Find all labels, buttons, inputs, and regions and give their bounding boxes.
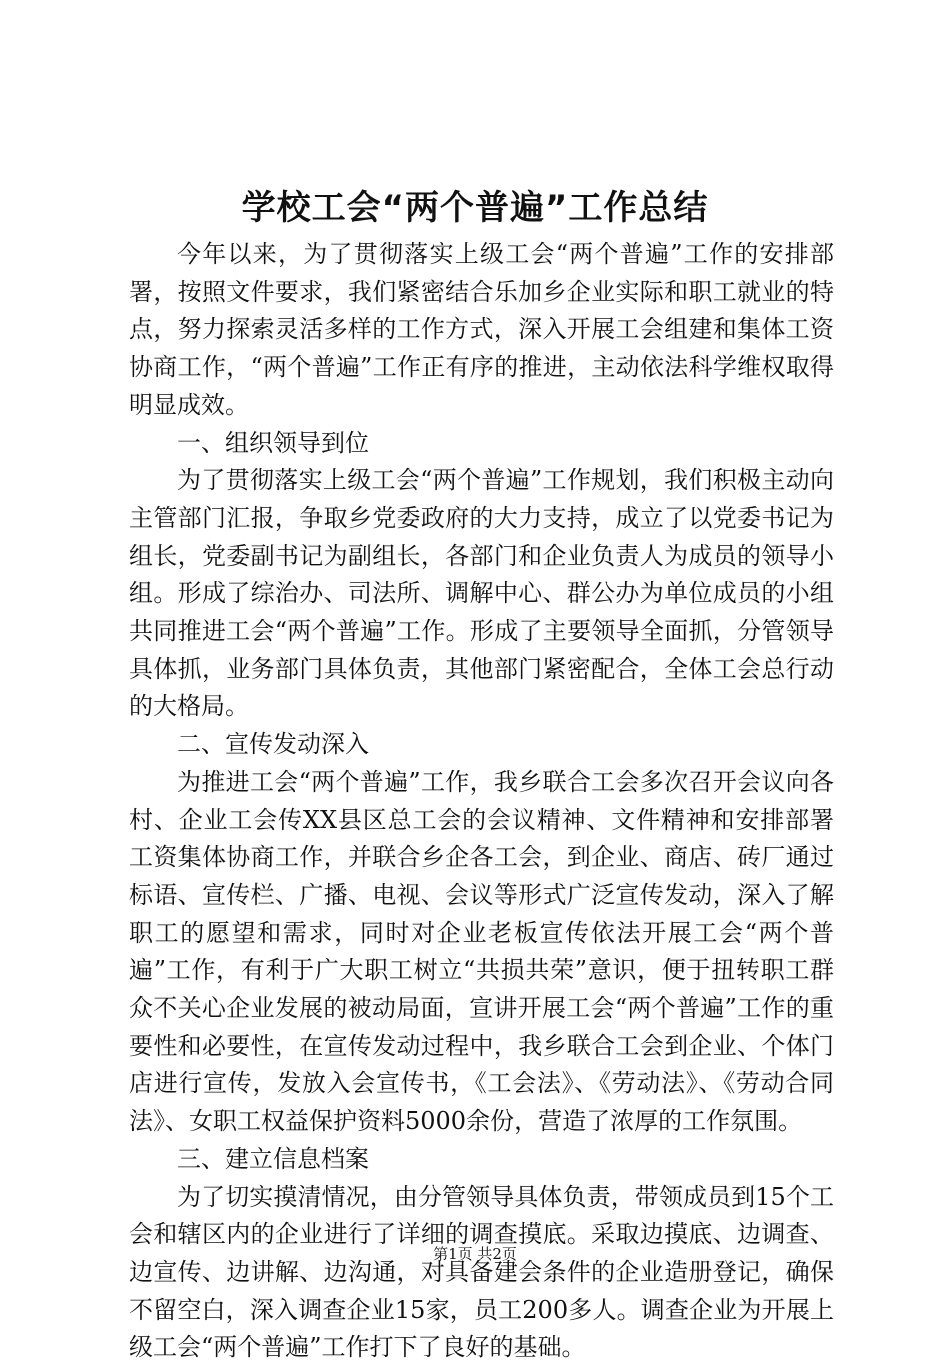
intro-paragraph: 今年以来，为了贯彻落实上级工会“两个普遍”工作的安排部署，按照文件要求，我们紧密结合乐加乡企业实际和职工就业的特点，努力探索灵活多样的工作方式，深入开展工会组建和集体工资协商工作，“两个普遍”工作正有序的推进，主动依法科学维权取得明显成效。 <box>129 240 834 419</box>
document-body <box>129 236 834 1367</box>
section-heading-3: 三、建立信息档案 <box>177 1144 369 1173</box>
section-heading-2: 二、宣传发动深入 <box>177 730 369 759</box>
section-paragraph-3: 为了切实摸清情况，由分管领导具体负责，带领成员到15个工会和辖区内的企业进行了详细的调查摸底。采取边摸底、边调查、边宣传、边讲解、边沟通，对具备建会条件的企业造册登记，确保不留空白，深入调查企业15家，员工200多人。调查企业为开展上级工会“两个普遍”工作打下了良好的基础。 <box>129 1182 834 1362</box>
page-footer: 第1页 共2页 <box>433 1245 517 1263</box>
section-paragraph-2: 为推进工会“两个普遍”工作，我乡联合工会多次召开会议向各村、企业工会传XX县区总工会的会议精神、文件精神和安排部署工资集体协商工作，并联合乡企各工会，到企业、商店、砖厂通过标语、宣传栏、广播、电视、会议等形式广泛宣传发动，深入了解职工的愿望和需求，同时对企业老板宣传依法开展工会“两个普遍”工作，有利于广大职工树立“共损共荣”意识，便于扭转职工群众不关心企业发展的被动局面，宣讲开展工会“两个普遍”工作的重要性和必要性，在宣传发动过程中，我乡联合工会到企业、个体门店进行宣传，发放入会宣传书，《工会法》、《劳动法》、《劳动合同法》、女职工权益保护资料5000余份，营造了浓厚的工作氛围。 <box>129 767 834 1136</box>
section-heading-1: 一、组织领导到位 <box>177 428 369 457</box>
document-title: 学校工会“两个普遍”工作总结 <box>241 188 709 228</box>
section-paragraph-1: 为了贯彻落实上级工会“两个普遍”工作规划，我们积极主动向主管部门汇报，争取乡党委政府的大力支持，成立了以党委书记为组长，党委副书记为副组长，各部门和企业负责人为成员的领导小组。形成了综治办、司法所、调解中心、群公办为单位成员的小组共同推进工会“两个普遍”工作。形成了主要领导全面抓，分管领导具体抓，业务部门具体负责，其他部门紧密配合，全体工会总行动的大格局。 <box>129 466 834 721</box>
